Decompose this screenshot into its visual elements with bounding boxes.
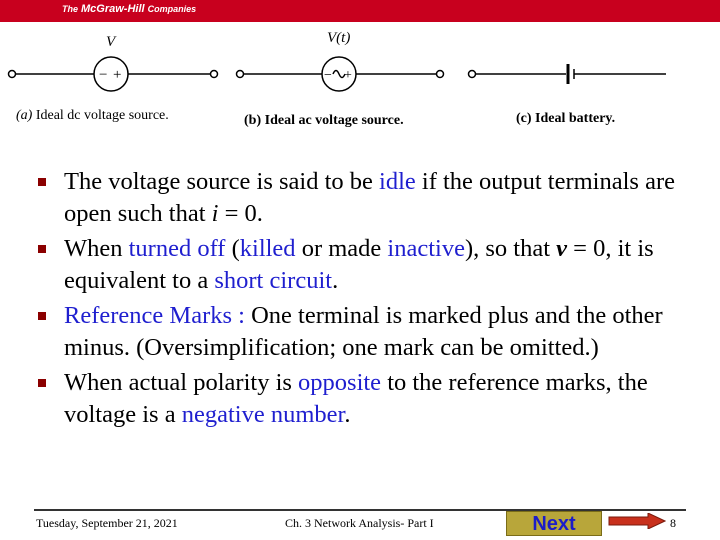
next-arrow-icon[interactable] — [608, 513, 666, 529]
dc-plus: + — [113, 67, 122, 83]
bullet-square-icon — [38, 379, 46, 387]
publisher-logo — [62, 3, 196, 15]
bullet-square-icon — [38, 312, 46, 320]
terminal-icon — [469, 71, 476, 78]
next-button[interactable]: Next — [506, 511, 602, 536]
battery-figure — [469, 64, 667, 84]
ac-plus: + — [344, 68, 352, 83]
bullet-item-turned-off: When turned off (killed or made inactive), so that v = 0, it is equivalent to a short circuit. — [38, 233, 698, 297]
caption-battery: (c) Ideal battery. — [516, 111, 616, 126]
dc-minus: − — [99, 67, 108, 83]
dc-voltage-label: V — [106, 34, 116, 50]
terminal-icon — [9, 71, 16, 78]
ac-minus: − — [324, 68, 332, 83]
bullet-square-icon — [38, 178, 46, 186]
terminal-icon — [237, 71, 244, 78]
ac-source-figure — [237, 30, 444, 91]
bullet-item-polarity: When actual polarity is opposite to the reference marks, the voltage is a negative number. — [38, 367, 698, 431]
caption-ac-source: (b) Ideal ac voltage source. — [244, 113, 404, 128]
brand-suffix: Companies — [147, 4, 197, 14]
publisher-bar — [0, 0, 720, 22]
circuit-figures — [0, 22, 720, 112]
brand-prefix: The — [62, 4, 79, 14]
bullet-item-idle: The voltage source is said to be idle if the output terminals are open such that i = 0. — [38, 166, 698, 230]
footer-course: Ch. 3 Network Analysis- Part I — [285, 516, 434, 530]
bullet-item-reference-marks: Reference Marks : One terminal is marked plus and the other minus. (Oversimplification; one mark can be omitted.) — [38, 300, 698, 364]
terminal-icon — [211, 71, 218, 78]
page-number: 8 — [670, 516, 676, 530]
caption-dc-source: (a) Ideal dc voltage source. — [16, 108, 169, 123]
terminal-icon — [437, 71, 444, 78]
ac-voltage-label: V(t) — [327, 30, 351, 46]
bullet-list — [38, 166, 698, 434]
dc-source-figure — [9, 34, 218, 91]
bullet-square-icon — [38, 245, 46, 253]
footer-date: Tuesday, September 21, 2021 — [36, 516, 178, 530]
brand-name: McGraw-Hill — [81, 3, 145, 15]
